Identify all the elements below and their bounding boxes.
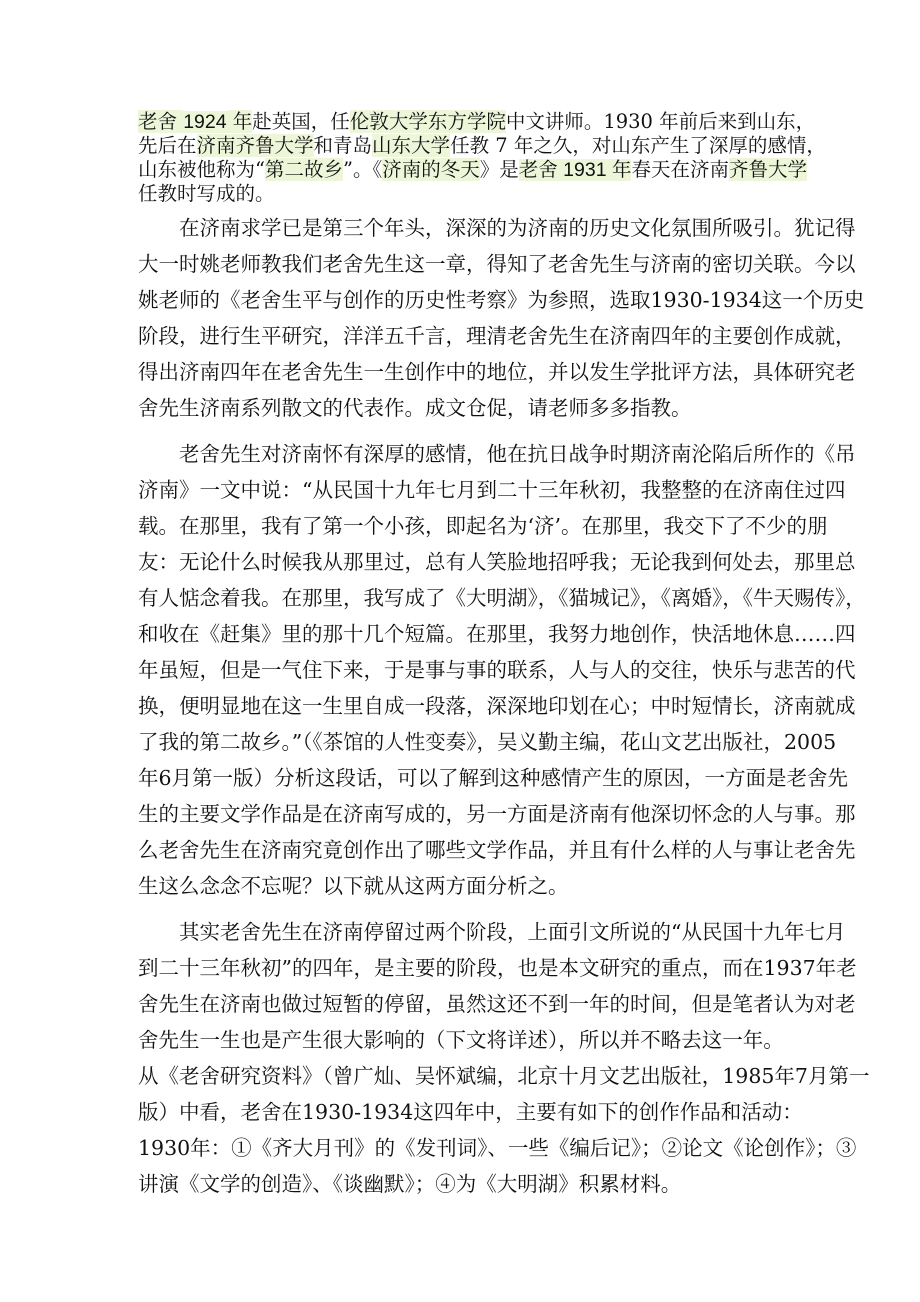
- intro-summary: [138, 110, 826, 206]
- paragraph-line: 老舍先生对济南怀有深厚的感情，他在抗日战争时期济南沦陷后所作的《吊: [179, 442, 856, 466]
- paragraph-line: 生这么念念不忘呢？以下就从这两方面分析之。: [138, 874, 569, 898]
- paragraph-line: 换，便明显地在这一生里自成一段落，深深地印划在心；中时短情长，济南就成: [138, 694, 856, 718]
- paragraph-1: [138, 210, 865, 426]
- paragraph-line: 版）中看，老舍在1930-1934这四年中，主要有如下的创作作品和活动：: [138, 1100, 803, 1124]
- paragraph-line: 从《老舍研究资料》（曾广灿、吴怀斌编，北京十月文艺出版社，1985年7月第一: [138, 1064, 870, 1088]
- paragraph-line: 舍先生一生也是产生很大影响的（下文将详述），所以并不略去这一年。: [138, 1028, 784, 1052]
- highlight-year-suffix: 年: [226, 110, 253, 133]
- paragraph-line: 载。在那里，我有了第一个小孩，即起名为‘济’。在那里，我交下了不少的朋: [138, 514, 828, 538]
- paragraph-line: 大一时姚老师教我们老舍先生这一章，得知了老舍先生与济南的密切关联。今以: [138, 252, 856, 276]
- paragraph-line: 阶段，进行生平研究，洋洋五千言，理清老舍先生在济南四年的主要创作成就，: [138, 324, 856, 348]
- intro-text: ”。《: [343, 158, 383, 181]
- paragraph-line: 生的主要文学作品是在济南写成的，另一方面是济南有他深切怀念的人与事。那: [138, 802, 856, 826]
- intro-line-3: [138, 158, 808, 182]
- intro-text: 》是: [479, 158, 519, 181]
- paragraph-line: 得出济南四年在老舍先生一生创作中的地位，并以发生学批评方法，具体研究老: [138, 360, 856, 384]
- highlight-term: 第二故乡: [264, 158, 343, 181]
- highlight-author: 老舍: [138, 110, 184, 133]
- highlight-author-year: 老舍 1931 年: [518, 159, 632, 181]
- paragraph-line: 其实老舍先生在济南停留过两个阶段，上面引文所说的“从民国十九年七月: [179, 920, 846, 944]
- paragraph-5: [138, 1130, 857, 1202]
- highlight-institution: 伦敦大学东方学院: [349, 110, 506, 133]
- highlight-title: 济南的冬天: [382, 158, 480, 181]
- paragraph-4: [138, 1058, 870, 1130]
- paragraph-line: 讲演《文学的创造》、《谈幽默》；④为《大明湖》积累材料。: [138, 1172, 682, 1196]
- paragraph-line: 1930年：①《齐大月刊》的《发刊词》、一些《编后记》；②论文《论创作》；③: [138, 1136, 857, 1160]
- intro-text: 任教 7 年之久，对山东产生了深厚的感情，: [450, 134, 826, 157]
- paragraph-line: 舍先生在济南也做过短暂的停留，虽然这还不到一年的时间，但是笔者认为对老: [138, 992, 856, 1016]
- intro-line-4: 任教时写成的。: [138, 182, 275, 205]
- body-text: [138, 210, 870, 1212]
- paragraph-line: 济南》一文中说：“从民国十九年七月到二十三年秋初，我整整的在济南住过四: [138, 478, 846, 502]
- intro-text: 中文讲师。1930 年前后来到山东，: [505, 110, 816, 133]
- paragraph-line: 在济南求学已是第三个年头，深深的为济南的历史文化氛围所吸引。犹记得: [179, 216, 856, 240]
- paragraph-line: 到二十三年秋初”的四年，是主要的阶段，也是本文研究的重点，而在1937年老: [138, 956, 857, 980]
- paragraph-line: 有人惦念着我。在那里，我写成了《大明湖》，《猫城记》，《离婚》，《牛天赐传》，: [138, 586, 866, 610]
- paragraph-line: 年虽短，但是一气住下来，于是事与事的联系，人与人的交往，快乐与悲苦的代: [138, 658, 856, 682]
- intro-line-2: [138, 134, 826, 158]
- intro-line-1: [138, 110, 816, 134]
- intro-text: 山东被他称为“: [138, 158, 265, 181]
- highlight-year: 1924: [183, 111, 227, 133]
- highlight-institution: 济南齐鲁大学: [196, 134, 314, 157]
- paragraph-3: [138, 914, 857, 1058]
- paragraph-line: 友：无论什么时候我从那里过，总有人笑脸地招呼我；无论我到何处去，那里总: [138, 550, 856, 574]
- paragraph-line: 么老舍先生在济南究竟创作出了哪些文学作品，并且有什么样的人与事让老舍先: [138, 838, 856, 862]
- intro-text: 先后在: [138, 134, 197, 157]
- intro-text: 和青岛: [313, 134, 373, 157]
- paragraph-2: [138, 436, 866, 904]
- intro-text: 春天在济南: [631, 158, 729, 181]
- highlight-institution: 山东大学: [372, 134, 451, 157]
- paragraph-line: 年6月第一版）分析这段话，可以了解到这种感情产生的原因，一方面是老舍先: [138, 766, 849, 790]
- intro-text: 赴英国，任: [252, 110, 350, 133]
- highlight-institution: 齐鲁大学: [729, 158, 808, 181]
- paragraph-line: 了我的第二故乡。”（《茶馆的人性变奏》，吴义勤主编，花山文艺出版社，2005: [138, 730, 837, 754]
- paragraph-line: 舍先生济南系列散文的代表作。成文仓促，请老师多多指教。: [138, 396, 692, 420]
- paragraph-line: 和收在《赶集》里的那十几个短篇。在那里，我努力地创作，快活地休息……四: [138, 622, 856, 646]
- paragraph-line: 姚老师的《老舍生平与创作的历史性考察》为参照，选取1930-1934这一个历史: [138, 288, 865, 312]
